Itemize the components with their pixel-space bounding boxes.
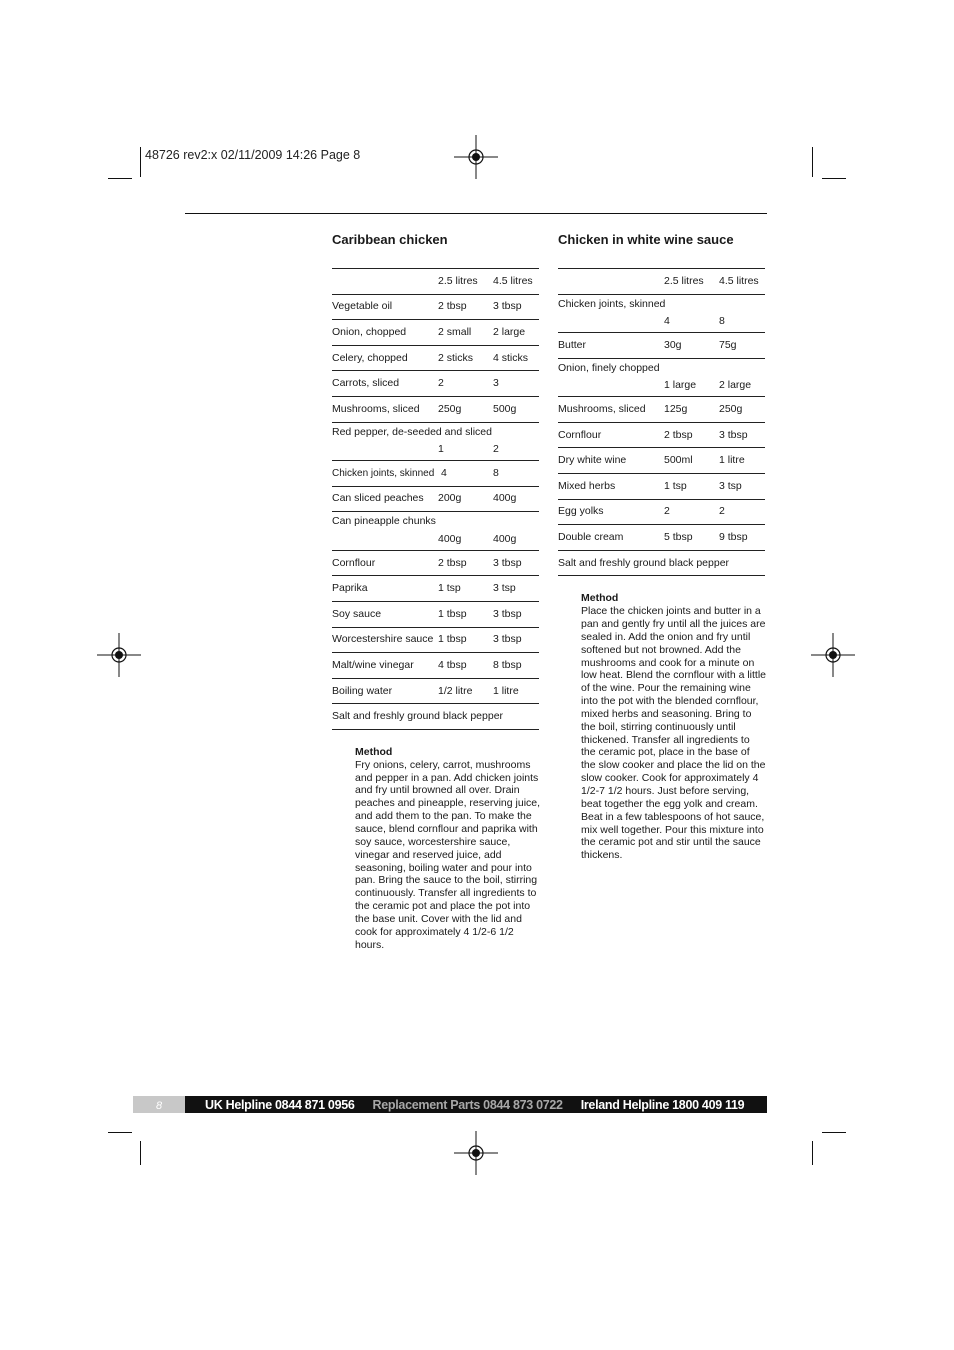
ingredient-name: Mushrooms, sliced	[332, 402, 420, 415]
crop-mark	[812, 147, 813, 177]
ingredient-name: Malt/wine vinegar	[332, 658, 414, 671]
ingredient-name: Mixed herbs	[558, 479, 616, 492]
ingredient-large: 3 tbsp	[719, 428, 748, 441]
ingredient-name: Butter	[558, 338, 587, 351]
registration-mark-icon	[811, 633, 855, 677]
table-row	[332, 653, 539, 679]
method-text: Fry onions, celery, carrot, mushrooms and pepper in a pan. Add chicken joints and fry until browned all over. Drain peaches and pineapple, reserving juice, and add them to the pan. To make the sauce, blend cornflour and paprika with soy sauce, worcestershire sauce, vinegar and reserved juice, add seasoning, boiling water and pour into pan. Bring the sauce to the boil, stirring continuously. Transfer all ingredients to the ceramic pot and place the pot into the base unit. Cover with the lid and cook for approximately 4 1/2-6 1/2 hours.	[355, 758, 541, 951]
ingredient-small: 4	[441, 466, 447, 479]
ingredient-name: Cornflour	[558, 428, 602, 441]
table-row	[558, 423, 765, 449]
ingredient-name: Can pineapple chunks	[332, 515, 436, 528]
ingredient-small: 1 tsp	[438, 582, 461, 595]
ingredient-name: Worcestershire sauce	[332, 633, 434, 646]
ingredient-large: 3 tbsp	[493, 556, 522, 569]
ingredient-small: 125g	[664, 402, 688, 415]
ingredient-name: Salt and freshly ground black pepper	[558, 556, 730, 569]
crop-mark	[822, 178, 846, 179]
page-number: 8	[133, 1096, 185, 1113]
ingredient-large: 3 tbsp	[493, 633, 522, 646]
registration-mark-icon	[454, 1131, 498, 1175]
table-row	[332, 576, 539, 602]
ingredient-small: 1 tsp	[664, 479, 687, 492]
table-row	[332, 551, 539, 577]
table-row	[332, 295, 539, 321]
helpline-bar	[185, 1096, 767, 1113]
table-row	[558, 525, 765, 551]
header-rule	[185, 213, 767, 214]
ingredients-table	[558, 268, 765, 576]
ingredient-name: Red pepper, de-seeded and sliced	[332, 425, 492, 438]
ingredient-large: 400g	[493, 492, 517, 505]
helpline-footer	[133, 1096, 767, 1113]
table-row	[332, 320, 539, 346]
ingredient-large: 3 tsp	[719, 479, 742, 492]
ingredient-large: 9 tbsp	[719, 530, 748, 543]
ingredient-large: 8	[719, 314, 725, 327]
ingredient-large: 1 litre	[493, 684, 519, 697]
ingredient-large: 3 tbsp	[493, 300, 522, 313]
ingredient-large: 3 tsp	[493, 582, 516, 595]
ingredient-name: Celery, chopped	[332, 351, 408, 364]
table-row	[558, 333, 765, 359]
ingredient-name: Cornflour	[332, 556, 376, 569]
ingredient-small: 2 tbsp	[438, 556, 467, 569]
table-header-row	[558, 269, 765, 295]
ingredient-small: 500ml	[664, 454, 693, 467]
ingredient-name: Chicken joints, skinned	[558, 297, 666, 310]
ingredient-name: Carrots, sliced	[332, 377, 400, 390]
ingredient-name: Boiling water	[332, 684, 393, 697]
table-row	[332, 704, 539, 730]
table-row	[558, 500, 765, 526]
method-section	[355, 746, 541, 952]
method-heading: Method	[581, 592, 619, 605]
ingredient-small: 1 tbsp	[438, 607, 467, 620]
ingredient-name: Paprika	[332, 582, 368, 595]
ingredient-name: Vegetable oil	[332, 300, 393, 313]
ingredient-small: 1	[438, 442, 444, 455]
ingredient-large: 400g	[493, 532, 517, 545]
ingredient-small: 30g	[664, 338, 682, 351]
ingredient-large: 8	[493, 466, 499, 479]
ingredient-small: 1 large	[664, 378, 697, 391]
ingredient-large: 8 tbsp	[493, 658, 522, 671]
recipe-chicken-white-wine	[558, 232, 765, 862]
ingredient-small: 4	[664, 314, 670, 327]
header-small-pot: 2.5 litres	[664, 274, 704, 287]
ingredient-large: 2	[493, 442, 499, 455]
ingredient-small: 2	[438, 377, 444, 390]
table-row	[332, 423, 539, 462]
table-row	[332, 628, 539, 654]
crop-mark	[812, 1141, 813, 1165]
ingredient-large: 3 tbsp	[493, 607, 522, 620]
recipe-title: Caribbean chicken	[332, 232, 448, 247]
table-row	[558, 397, 765, 423]
ingredient-large: 3	[493, 377, 499, 390]
ingredient-small: 4 tbsp	[438, 658, 467, 671]
table-row	[332, 461, 539, 487]
ingredient-large: 75g	[719, 338, 737, 351]
ingredient-large: 2	[719, 505, 725, 518]
ingredient-small: 400g	[438, 532, 462, 545]
ingredient-small: 2 sticks	[438, 351, 474, 364]
replacement-parts-line: Replacement Parts 0844 873 0722	[372, 1097, 563, 1112]
ingredient-name: Soy sauce	[332, 607, 382, 620]
table-header-row	[332, 269, 539, 295]
ingredient-small: 5 tbsp	[664, 530, 693, 543]
header-small-pot: 2.5 litres	[438, 274, 478, 287]
ingredient-large: 1 litre	[719, 454, 745, 467]
table-row	[332, 371, 539, 397]
ingredient-name: Onion, chopped	[332, 325, 407, 338]
printer-slug: 48726 rev2:x 02/11/2009 14:26 Page 8	[145, 148, 361, 162]
recipe-caribbean-chicken	[332, 232, 539, 951]
uk-helpline: UK Helpline 0844 871 0956	[205, 1097, 355, 1112]
table-row	[332, 602, 539, 628]
header-large-pot: 4.5 litres	[493, 274, 533, 287]
crop-mark	[822, 1132, 846, 1133]
ingredients-table	[332, 268, 539, 730]
ingredient-large: 2 large	[493, 325, 526, 338]
ingredient-name: Egg yolks	[558, 505, 604, 518]
recipe-title: Chicken in white wine sauce	[558, 232, 734, 247]
ingredient-name: Mushrooms, sliced	[558, 402, 646, 415]
crop-mark	[108, 1132, 132, 1133]
table-row	[332, 397, 539, 423]
ingredient-large: 4 sticks	[493, 351, 529, 364]
ingredient-small: 2 tbsp	[438, 300, 467, 313]
registration-mark-icon	[454, 135, 498, 179]
ingredient-name: Double cream	[558, 530, 624, 543]
ingredient-name: Salt and freshly ground black pepper	[332, 710, 504, 723]
method-section	[581, 592, 767, 862]
table-row	[558, 295, 765, 334]
crop-mark	[140, 1141, 141, 1165]
table-row	[332, 512, 539, 551]
header-large-pot: 4.5 litres	[719, 274, 759, 287]
ingredient-small: 250g	[438, 402, 462, 415]
ingredient-small: 1/2 litre	[438, 684, 473, 697]
table-row	[332, 346, 539, 372]
ingredient-small: 2 tbsp	[664, 428, 693, 441]
registration-mark-icon	[97, 633, 141, 677]
ingredient-small: 2 small	[438, 325, 472, 338]
ingredient-large: 500g	[493, 402, 517, 415]
ireland-helpline: Ireland Helpline 1800 409 119	[580, 1097, 745, 1112]
ingredient-small: 200g	[438, 492, 462, 505]
ingredient-small: 2	[664, 505, 670, 518]
ingredient-large: 2 large	[719, 378, 752, 391]
ingredient-large: 250g	[719, 402, 743, 415]
crop-mark	[108, 178, 132, 179]
ingredient-name: Onion, finely chopped	[558, 361, 660, 374]
table-row	[558, 474, 765, 500]
table-row	[558, 551, 765, 577]
ingredient-name: Can sliced peaches	[332, 492, 424, 505]
ingredient-small: 1 tbsp	[438, 633, 467, 646]
table-row	[558, 448, 765, 474]
method-heading: Method	[355, 745, 393, 758]
method-text: Place the chicken joints and butter in a pan and gently fry until all the juices are sealed in. Add the onion and fry until softened but not browned. Add the mushrooms and cook for a minute on low heat. Blend the cornflour with a little of the wine. Pour the remaining wine into the pot with the blended cornflour, mixed herbs and seasoning. Bring to the boil, stirring continuously until thickened. Transfer all ingredients to the ceramic pot, place in the base of the slow cooker and place the lid on the slow cooker. Cook for approximately 4 1/2-7 1/2 hours. Just before serving, beat together the egg yolk and cream. Beat in a few tablespoons of hot sauce, mix well together. Pour this mixture into the ceramic pot and stir until the sauce thickens.	[581, 605, 767, 862]
table-row	[332, 487, 539, 513]
table-row	[332, 679, 539, 705]
table-row	[558, 359, 765, 398]
ingredient-name: Chicken joints, skinned	[332, 467, 435, 479]
ingredient-name: Dry white wine	[558, 454, 627, 467]
crop-mark	[140, 147, 141, 177]
